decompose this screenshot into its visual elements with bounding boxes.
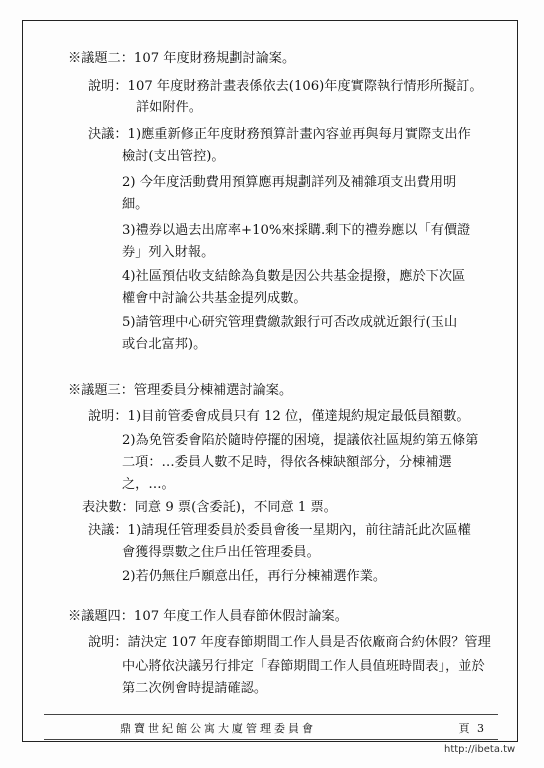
item-2-explanation-cont: 詳如附件。 (136, 100, 202, 115)
item-2-resolution-3: 3)禮券以過去出席率+10%來採購.剩下的禮券應以「有價證 (122, 223, 471, 238)
item-2-resolution-1: 決議：1)應重新修正年度財務預算計畫內容並再與每月實際支出作 (88, 127, 471, 142)
item-2-resolution-5-cont: 或台北富邦)。 (122, 337, 207, 352)
item-3-vote-count: 表決數：同意 9 票(含委託)，不同意 1 票。 (82, 500, 337, 515)
item-3-explanation-2-end: 之，…。 (122, 477, 175, 492)
item-4-title: ※議題四：107 年度工作人員春節休假討論案。 (68, 609, 348, 624)
item-2-resolution-4: 4)社區預估收支結餘為負數是因公共基金提撥，應於下次區 (122, 269, 466, 284)
item-3-explanation-2-cont: 二項：…委員人數不足時，得依各棟缺額部分，分棟補選 (122, 455, 452, 470)
item-2-resolution-4-cont: 權會中討論公共基金提列成數。 (122, 291, 307, 306)
item-2-resolution-2: 2) 今年度活動費用預算應再規劃詳列及補雜項支出費用明 (122, 175, 457, 190)
footer-page-number: 頁 3 (458, 722, 486, 735)
item-3-explanation-2: 2)為免管委會陷於隨時停擺的困境，提議依社區規約第五條第 (122, 433, 479, 448)
item-2-title: ※議題二：107 年度財務規劃討論案。 (68, 51, 296, 66)
item-4-explanation: 說明：請決定 107 年度春節期間工作人員是否依廠商合約休假？管理 (88, 635, 491, 650)
item-3-explanation-1: 說明：1)目前管委會成員只有 12 位，僅達規約規定最低員額數。 (88, 409, 470, 424)
item-3-resolution-1-cont: 會獲得票數之住戶出任管理委員。 (122, 545, 320, 560)
item-2-resolution-2-cont: 細。 (122, 197, 149, 212)
item-2-resolution-3-cont: 券」列入財報。 (122, 245, 215, 260)
item-3-resolution-1: 決議：1)請現任管理委員於委員會後一星期內，前往請託此次區權 (88, 523, 471, 538)
item-3-resolution-2: 2)若仍無住戶願意出任，再行分棟補選作業。 (122, 569, 387, 584)
item-4-explanation-cont: 中心將依決議另行排定「春節期間工作人員值班時間表」，並於 (122, 659, 485, 674)
page-footer (44, 714, 498, 740)
item-2-resolution-5: 5)請管理中心研究管理費繳款銀行可否改成就近銀行(玉山 (122, 315, 458, 330)
item-2-explanation: 說明：107 年度財務計畫表係依去(106)年度實際執行情形所擬訂。 (88, 79, 483, 94)
item-4-explanation-end: 第二次例會時提請確認。 (122, 681, 268, 696)
item-3-title: ※議題三：管理委員分棟補選討論案。 (68, 383, 293, 398)
watermark-url: http://ibeta.tw (444, 744, 516, 755)
footer-organization: 鼎寶世紀館公寓大廈管理委員會 (120, 722, 316, 735)
item-2-resolution-1-cont: 檢討(支出管控)。 (122, 149, 225, 164)
